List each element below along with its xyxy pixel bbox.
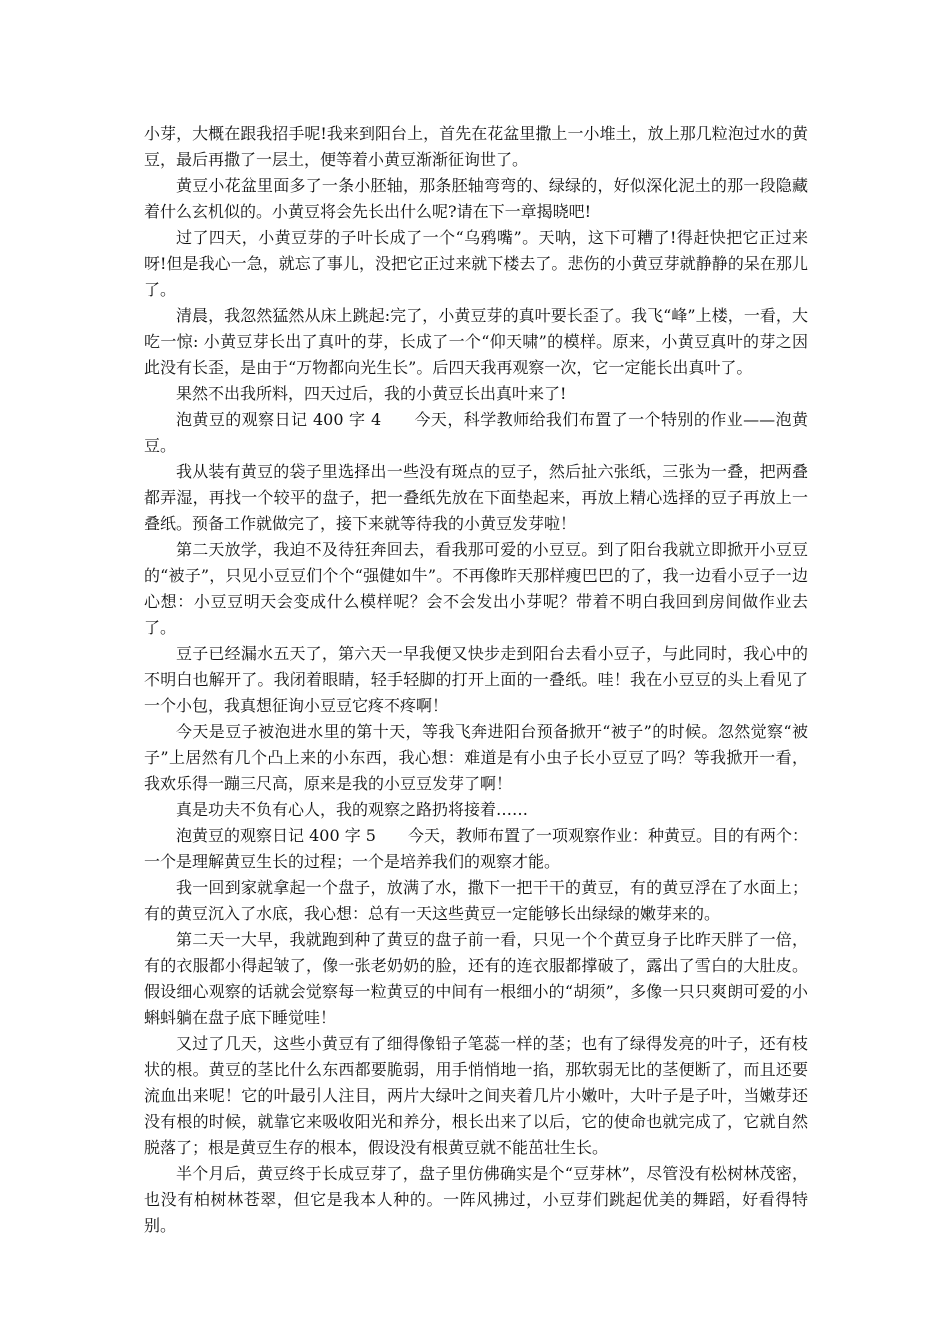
paragraph: 过了四天，小黄豆芽的子叶长成了一个“乌鸦嘴”。天呐，这下可糟了!得赶快把它正过来呀!但是我心一急，就忘了事儿，没把它正过来就下楼去了。悲伤的小黄豆芽就静静的呆在那儿了。 (144, 228, 808, 299)
paragraph: 小芽，大概在跟我招手呢!我来到阳台上，首先在花盆里撒上一小堆土，放上那几粒泡过水的黄豆，最后再撒了一层土，便等着小黄豆渐渐征询世了。 (144, 124, 808, 169)
paragraph: 第二天一大早，我就跑到种了黄豆的盘子前一看，只见一个个黄豆身子比昨天胖了一倍，有的衣服都小得起皱了，像一张老奶奶的脸，还有的连衣服都撑破了，露出了雪白的大肚皮。假设细心观察的话就会觉察每一粒黄豆的中间有一根细小的“胡须”，多像一只只爽朗可爱的小蝌蚪躺在盘子底下睡觉哇！ (144, 930, 808, 1027)
paragraph: 清晨，我忽然猛然从床上跳起:完了，小黄豆芽的真叶要长歪了。我飞“峰”上楼，一看，大吃一惊: 小黄豆芽长出了真叶的芽，长成了一个“仰天啸”的模样。原来，小黄豆真叶的芽之因此没有长歪，是由于“万物都向光生长”。后四天我再观察一次，它一定能长出真叶了。 (144, 306, 808, 377)
diary-heading-paragraph: 泡黄豆的观察日记 400 字 4 今天，科学教师给我们布置了一个特别的作业——泡黄豆。 (144, 410, 808, 455)
paragraph: 果然不出我所料，四天过后，我的小黄豆长出真叶来了! (176, 384, 567, 403)
paragraph: 又过了几天，这些小黄豆有了细得像铅子笔蕊一样的茎；也有了绿得发亮的叶子，还有枝状的根。黄豆的茎比什么东西都要脆弱，用手悄悄地一掐，那软弱无比的茎便断了，而且还要流血出来呢！它的叶最引人注目，两片大绿叶之间夹着几片小嫩叶，大叶子是子叶，当嫩芽还没有根的时候，就靠它来吸收阳光和养分，根长出来了以后，它的使命也就完成了，它就自然脱落了；根是黄豆生存的根本，假设没有根黄豆就不能茁壮生长。 (144, 1034, 808, 1157)
paragraph: 今天是豆子被泡进水里的第十天，等我飞奔进阳台预备掀开“被子”的时候。忽然觉察“被子”上居然有几个凸上来的小东西，我心想：难道是有小虫子长小豆豆了吗？等我掀开一看，我欢乐得一蹦三尺高，原来是我的小豆豆发芽了啊！ (144, 722, 808, 793)
paragraph: 我从装有黄豆的袋子里选择出一些没有斑点的豆子，然后扯六张纸，三张为一叠，把两叠都弄湿，再找一个较平的盘子，把一叠纸先放在下面垫起来，再放上精心选择的豆子再放上一叠纸。预备工作就做完了，接下来就等待我的小黄豆发芽啦！ (144, 462, 808, 533)
paragraph: 第二天放学，我迫不及待狂奔回去，看我那可爱的小豆豆。到了阳台我就立即掀开小豆豆的“被子”，只见小豆豆们个个“强健如牛”。不再像昨天那样瘦巴巴的了，我一边看小豆子一边心想：小豆豆明天会变成什么模样呢？会不会发出小芽呢？带着不明白我回到房间做作业去了。 (144, 540, 808, 637)
paragraph: 豆子已经漏水五天了，第六天一早我便又快步走到阳台去看小豆子，与此同时，我心中的不明白也解开了。我闭着眼睛，轻手轻脚的打开上面的一叠纸。哇！我在小豆豆的头上看见了一个小包，我真想征询小豆豆它疼不疼啊！ (144, 644, 808, 715)
paragraph: 真是功夫不负有心人，我的观察之路扔将接着…… (176, 800, 529, 819)
paragraph: 我一回到家就拿起一个盘子，放满了水，撒下一把干干的黄豆，有的黄豆浮在了水面上；有的黄豆沉入了水底，我心想：总有一天这些黄豆一定能够长出绿绿的嫩芽来的。 (144, 878, 808, 923)
paragraph: 黄豆小花盆里面多了一条小胚轴，那条胚轴弯弯的、绿绿的，好似深化泥土的那一段隐藏着什么玄机似的。小黄豆将会先长出什么呢?请在下一章揭晓吧! (144, 176, 808, 221)
diary-heading-paragraph: 泡黄豆的观察日记 400 字 5 今天，教师布置了一项观察作业：种黄豆。目的有两个：一个是理解黄豆生长的过程；一个是培养我们的观察才能。 (144, 826, 808, 871)
document-page (144, 121, 808, 1239)
paragraph: 半个月后，黄豆终于长成豆芽了，盘子里仿佛确实是个“豆芽林”，尽管没有松树林茂密，也没有柏树林苍翠，但它是我本人种的。一阵风拂过，小豆芽们跳起优美的舞蹈，好看得特别。 (144, 1164, 808, 1235)
